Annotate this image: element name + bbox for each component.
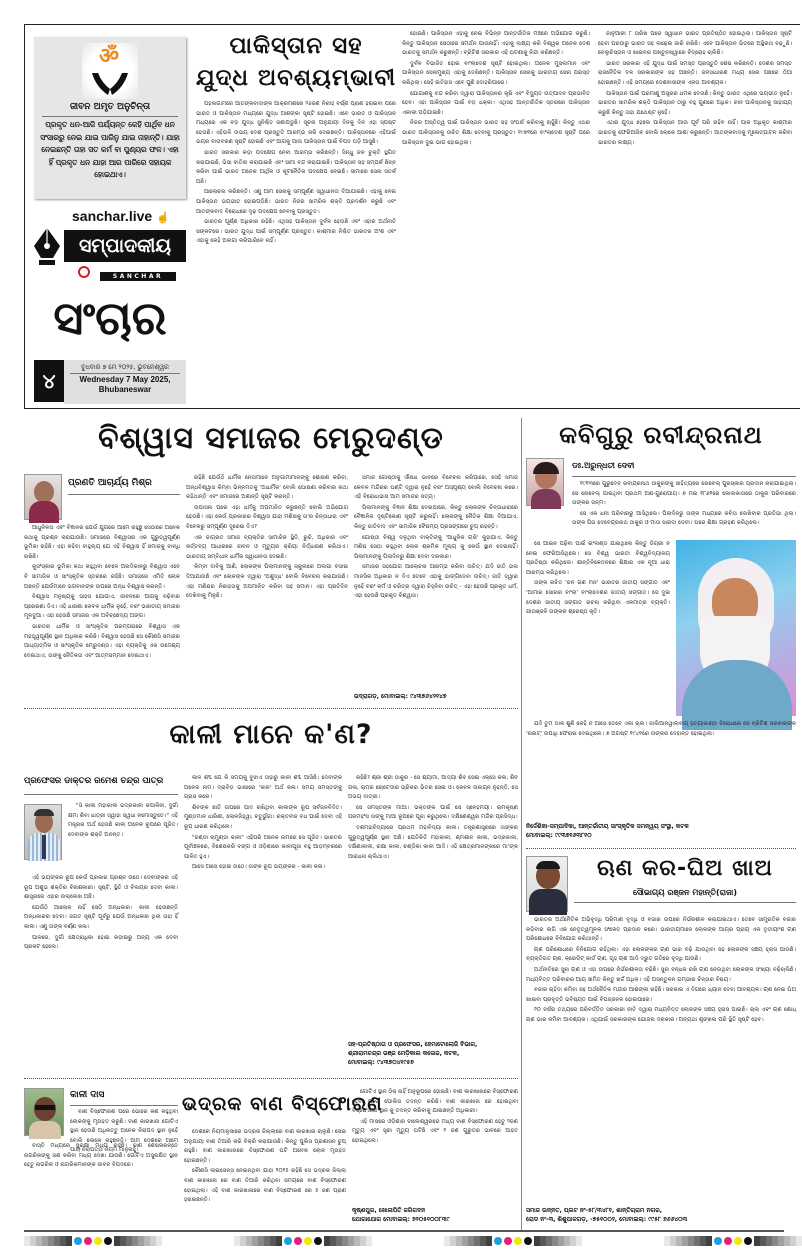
gray-scale-strip [24,1236,72,1246]
website-text[interactable]: sanchar.live [72,208,153,224]
paper-name: ସଂଚାର [53,291,167,345]
blast-para: ବାଣ ବିସ୍ଫୋରଣ ପରେ ଭୋରେ କଣ କହୁଥିବା ଲୋକଙ୍କୁ ମୃତାହତ କରୁଛି। ବାଣ କାରଖାନା ଗୋଟିଏ ସ୍ଥାନ ହେଉଛି ଅଧିକତ୍ତୁ ଅନେକ ନିରାପଦ ସ୍ଥାନ ନୁହେଁ ବୋଲି ଲୋକେ କହୁଛନ୍ତି। ଆମ ଦେଶରେ ଆମେ ପାୟ ନିରାପତ୍ତା ନିୟମ ମାନୁନାହୁଁ। [70,1109,178,1154]
blast-para: ଦେଶରେ ନିୟମାନୁସାରେ ଭଦ୍ରକ ଜିଲ୍ଲାରେ ବାଣ କାରଖାନା ଚାଲୁଛି। ସେଇ ଅନୁଯାୟୀ ବାଣ ତିଆରି କରି ବିକ୍ରି କରାଯାଉଛି। କିନ୍ତୁ ପୁଲିସ ପ୍ରଶାସନ ଚୁପ୍ ରହୁଛି। ବାଣ କାରଖାନାରେ ବିସ୍ଫୋରଣ ଘଟି ଅନେକ ଲୋକ ମୃତାହତ ହୋଇଛନ୍ତି। [184,1129,346,1164]
editorial-para: ଯୋଗାଣକୁ ବନ୍ଦ କରିବା ଦ୍ୱାରା ପାକିସ୍ତାନର କୃଷି ଏବଂ ବିଦ୍ୟୁତ ଉତ୍ପାଦନ ପ୍ରଭାବିତ ହେବ। ଏହା ପାକିସ୍ତାନ ପାଇଁ ବଡ଼ ଧକ୍କା। ଏଥିସହ ଆନ୍ତର୍ଜାତିକ ସ୍ତରରେ ପାକିସ୍ତାନ ଏକାକୀ ପଡ଼ିଯାଇଛି। [402,90,590,116]
editorial-para: ନିଜର ଅସ୍ତିତ୍ୱ ପାଇଁ ପାକିସ୍ତାନ ଭାରତ ସହ ସଂଘର୍ଷ କରିବାକୁ ଚାହୁଁଛି। କିନ୍ତୁ ଏଥର ଭାରତ ପାକିସ୍ତାନକୁ ଉଚିତ ଶିକ୍ଷା ଦେବାକୁ ପ୍ରସ୍ତୁତ। ୧୯୭୧ରେ ବାଂଲାଦେଶ ସୃଷ୍ଟି ପରେ ପାକିସ୍ତାନ ଦୁଇ ଭାଗ ହୋଇଥିଲା। [402,120,590,146]
tagore-para: ତାଙ୍କ ରଚିତ 'ଜନ ଗଣ ମନ' ଭାରତର ଜାତୀୟ ସଙ୍ଗୀତ ଏବଂ 'ଆମାର ସୋନାର ବାଂଲା' ବାଂଲାଦେଶର ଜାତୀୟ ସଙ୍ଗୀତ। ସେ ଦୁଇ ଦେଶର ଜାତୀୟ ସଙ୍ଗୀତ ରଚନା କରିଥିବା ଏକମାତ୍ର ବ୍ୟକ୍ତି। ଗୀତାଞ୍ଜଳି ତାଙ୍କର ଶ୍ରେଷ୍ଠ କୃତି। [526,580,670,616]
kali-para: "ଚଣ୍ଡୀ ଚାମୁଣ୍ଡା କାଳୀ" ଏହିପରି ଅନେକ ନାମରେ ସେ ପୂଜିତ। ଭାରତର ପୂର୍ବାଞ୍ଚଳରେ, ବିଶେଷକରି ବଙ୍ଗ ଓ ଓଡ଼ିଶାରେ କାଳୀପୂଜା ବହୁ ଆଡ଼ମ୍ବରରେ ପାଳିତ ହୁଏ। [184,834,342,860]
blast-col3 [352,1088,518,1203]
trust-para: ଏକ ଜାଗ୍ରତ ସମାଜ ବ୍ୟକ୍ତିର ସାମାଜିକ ସ୍ଥିତି, ରୁଚି, ଅଧିକାର ଏବଂ କର୍ତ୍ତବ୍ୟ ଆଧାରରେ ଜୀବନ ଓ ମୃତ୍ୟୁର କ୍ରିୟା ନିର୍ଦ୍ଧାରଣ କରିଥାଏ। ଭାରତୀୟ ସମ୍ବିଧାନ ଧାର୍ମିକ ସ୍ୱାଧୀନତା ଦେଇଛି। [186,534,348,560]
trust-col3 [354,474,518,685]
debt-author-rule [574,902,796,903]
city-en: Bhubaneswar [98,385,152,394]
black-dot [314,1237,322,1245]
tagore-signature-line1: ନିର୍ଦ୍ଦେଶିକା-ସମ୍ପାଦିକା, ଆନ୍ତର୍ଜାତୀୟ ସାଂସ୍କୃତିକ ସମନ୍ୱୟ ସଂସ୍ଥା, କଟକ [526,823,689,830]
quote-text: ପ୍ରକୃତ ଧନ-ଆଜି ପର୍ଯ୍ୟନ୍ତ କେହି ପାର୍ଥିବ ଧନ ସଂସାରରୁ ନେଇ ଯାଇ ପାରିନୁ ଯାଇ ନାହାନ୍ତି। ଯାହା ନେଇଛନ୍ତି ତାହା ସତ କର୍ମ ବା ପୁଣ୍ୟର ଫଳ। ଏହା ହିଁ ପ୍ରକୃତ ଧନ ଯାହା ଆର ପାରିରେ ସହାୟକ ହୋଇଥାଏ। [40,120,180,179]
debt-para: ଭାରତର ଅର୍ଥନୈତିକ ଅଭିବୃଦ୍ଧି ପରିମାଣ ବୃଦ୍ଧି ଓ ବଜାର ଉପରେ ନିର୍ଭରଶୀଳ କରାଯାଇଥାଏ। ତେବେ ସାମ୍ପ୍ରତିକ ବଜାର କଡ଼ିବାର ଲାଗି ଏକ ନେତୃତ୍ୱମୂଳକ ସଂକେତ ପ୍ରଦାନ କରେ। ଭାରତୀୟମାନେ ଲୋକଙ୍କ ଆୟର ପ୍ରାୟ ଏକ ତୃତୀୟାଂଶ ଋଣ ପରିଶୋଧରେ ବିନିଯୋଗ କରିଥାନ୍ତି। [526,917,796,943]
kali-author-rule [24,794,178,795]
date-divider [70,373,180,374]
debt-signature-line1: ସମାଜ ଉନ୍ନତ, ପ୍ଲଟ ନଂ-୫୮/୩୪୮୧, ଶାନ୍ତିଗ୍ରାମ ନଗର, [526,1207,663,1214]
tagore-bottom-divider [526,848,796,849]
red-dot-icon [78,266,90,278]
kali-col1 [68,802,178,870]
editorial-para: ପାକିସ୍ତାନ ପାଇଁ ପରମାଣୁ ଅସ୍ତ୍ରର ଧମକ ଦେଉଛି। କିନ୍ତୁ ଭାରତ ଏଥିରେ ଭୟଭୀତ ନୁହେଁ। ଭାରତର ସାମରିକ ଶକ୍ତି ପାକିସ୍ତାନ ଠାରୁ ବହୁ ଗୁଣରେ ଅଧିକ। ଚୀନ ପାକିସ୍ତାନକୁ ସାହାଯ୍ୟ କରୁଛି କିନ୍ତୁ ତାହା ଯଥେଷ୍ଟ ନୁହେଁ। [598,90,792,116]
blast-para: ବାସ୍ତି ମଧ୍ୟରେ ସୁରକ୍ଷା ମଧ୍ୟ ରହୁଛି। ବାଣ ଶେଷକରନ୍ତେ ନାଗରିକଙ୍କୁ ଜଣ କରିବା ମଧ୍ୟ ଦେଖା ଯାଉଛି। ଗୋଟିଏ ଅସୁରକ୍ଷିତ ସ୍ଥାନ ହେତୁ ନାଗରିକ ଓ ନାଗରିକମାନଙ୍କ ଜୀବନ ବିପଦରେ। [24,1143,178,1169]
gray-scale-strip [324,1236,372,1246]
trust-para: ସମାଜର ସହଯୋଗ ଆଲୋଚନା ଆରମ୍ଭ କରିବା ଉଚିତ୍। ଯଦି ଜାତି ଭଲ ମାନସିକ ଅଧିକାର ନ ଦିଏ ତେବେ ଏହାକୁ ଭାଙ୍ଗିଦେବା ଉଚିତ୍। ଜାତି ଦ୍ୱାରା ନୁହେଁ ବରଂ କର୍ମ ଓ ଚରିତ୍ର ଦ୍ୱାରା ଚିହ୍ନିବା ଉଚିତ୍ - ଏହା ହେଉଛି ପ୍ରକୃତ ଧର୍ମ, ଏହା ହେଉଛି ପ୍ରକୃତ ବିଶ୍ୱାସ। [354,564,518,600]
date-odia: ବୁଧବାର ୭ ମେ ୨୦୨୫, ଭୁବନେଶ୍ୱର [81,363,169,371]
editorial-para: ପହଲଗାମରେ ଆତଙ୍କବାଦୀଙ୍କ ଆକ୍ରମଣରେ ୨୬ଜଣ ନିରୀହ ବର୍ଷ୍ଣ ପ୍ରାଣ ହରାଇବା ପରେ ଭାରତ ଓ ପାକିସ୍ତାନ ମଧ୍ୟରେ ଯୁଦ୍ଧ ଆଶଙ୍କା ସୃଷ୍ଟି ହୋଇଛି। ଏବେ ଭାରତ ଓ ପାକିସ୍ତାନ ମଧ୍ୟରେ ଏକ ବଡ଼ ଯୁଦ୍ଧ ସୁନିଶ୍ଚିତ ଜଣାପଡୁଛି। ସୂଚନା ଅନୁଯାୟୀ ଦିନକୁ ଦିନ ଏହା ସ୍ପଷ୍ଟ ହେଉଛି। ଏହିଭଳି ଉଭୟ ଦେଶ ପ୍ରସ୍ତୁତି ଆରମ୍ଭ କରି ଦେଇଛନ୍ତି। ପାକିସ୍ତାନରେ ଏହିପାଇଁ ଭୟର ବାତାବରଣ ସୃଷ୍ଟି ହୋଇଛି ଏବଂ ଆଗକୁ ଆଉ ପାକିସ୍ତାନ ପାଇଁ ବିପଦ ଘଡ଼ି ଆସୁଛି। [196,101,396,146]
trust-headline: ବିଶ୍ୱାସ ସମାଜର ମେରୁଦଣ୍ଡ [98,421,444,456]
praying-hands-icon [82,69,138,99]
author-photo-ramesh [24,804,62,860]
kali-signature [348,1040,518,1068]
tagore-para: ୧୯୧୩ରେ ଗୁରୁଦେବ ରବୀନ୍ଦ୍ରନାଥ ଠାକୁରଙ୍କୁ ସାହିତ୍ୟରେ ନୋବେଲ୍ ପୁରସ୍କାର ପ୍ରଦାନ କରାଯାଇଥିଲା। ସେ ନୋବେଲ୍ ପାଇଥିବା ପ୍ରଥମ ଅଣ-ୟୁରୋପୀୟ। ୭ ମଇ ୧୮୬୧ରେ କୋଲକାତାରେ ଠାକୁର ପରିବାରରେ ତାଙ୍କର ଜନ୍ମ। [572,481,796,507]
cyan-dot [74,1237,82,1245]
debt-para: ବଜାର ଚାହିଦା କମିବା ସହ ଅର୍ଥନୈତିକ ମନ୍ଦାର ଆଶଙ୍କା ରହିଛି। ସରକାର ଏ ଦିଗରେ ଧ୍ୟାନ ଦେବା ଆବଶ୍ୟକ। ଋଣ ନେଇ ଘିଅ ଖାଇବା ପ୍ରବୃତ୍ତି ଭବିଷ୍ୟତ ପାଇଁ ବିପଜ୍ଜନକ ହୋଇପାରେ। [526,987,796,1003]
tagore-signature [526,822,796,842]
author-photo-arundhati [526,458,564,506]
registration-mark-group [444,1236,582,1246]
blast-para: ଗୋଟିଏ ସ୍ଥାନ ଠିକ୍ ନାହିଁ ଅନୁରୂପରେ ହୋଇଛି। ବାଣ କାରଖାନାରେ ବିସ୍ଫୋରଣ ହେବା ପରେ ପୋଲିସ ତଦନ୍ତ କରିଛି। ବାଣ କାରଖାନା ରେ ହୋଇଥିବା ବିସ୍ଫୋରଣ ସ୍ଥାନ କୁ ତଦନ୍ତ କରିବାକୁ ଯାଇଛନ୍ତି ଅଧିକାରୀ। [352,1089,518,1115]
website-link[interactable] [72,207,170,227]
gray-scale-strip [754,1236,802,1246]
editorial-para: ଏଥର ଯୁଦ୍ଧ ହେଲେ ପାକିସ୍ତାନ ଆଉ ପୂର୍ବ ପରି ରହିବ ନାହିଁ। ପାକ ଅଧିକୃତ କାଶ୍ମୀର ଭାରତକୁ ଫେରିଆସିବ ବୋଲି ଲୋକେ ଆଶା କରୁଛନ୍ତି। ଆତଙ୍କବାଦକୁ ମୂଳୋତ୍ପାଟନ କରିବା ଭାରତର ଲକ୍ଷ୍ୟ। [598,120,792,146]
page-number-box [34,360,64,402]
blast-para: କୌଣସି ଲାଇସେନ୍ସ ନେଇନଥିବା ଯାହା ୨୦୨୫ ରହିଛି ସେ ଭଦ୍ରକ ଜିଲ୍ଲା ବାଣ କାରଖାନା ରେ ବାଣ ତିଆରି କରିଥିବା ସମୟରେ ବାଣ ବିସ୍ଫୋରଣ ହୋଇଥିଲା। ଏହି ବାଣ କାରଖାନାରେ ବାଣ ବିସ୍ଫୋରଣ ରେ ୫ ଜଣ ପ୍ରାଣ ହରାଇଛନ୍ତି। [184,1168,346,1204]
debt-body-side [574,906,796,916]
kali-para: ଯେଉଁଠି ଆଲୋକ ନାହିଁ ସେଠି ଅନ୍ଧକାର। କାଳୀ ହେଉଛନ୍ତି ଅନ୍ଧକାରର ଦେବୀ। ଜଗତ ସୃଷ୍ଟି ପୂର୍ବରୁ ଯେଉଁ ଅନ୍ଧକାର ଥିଲା ତାହା ହିଁ କାଳୀ। ଏଣୁ ତାଙ୍କ ବର୍ଣ୍ଣ କଳା। [24,904,178,930]
kali-para: ଶିବଙ୍କ ଛାତି ଉପରେ ପାଦ ରଖିଥିବା କାଳୀଙ୍କ ରୂପ ସର୍ବଜନବିଦିତ। ମୁଣ୍ଡମାଳ ଧାରିଣୀ, ଲୋଳଜିହ୍ୱା, ଚତୁର୍ଭୁଜା। ରକ୍ତବୀଜ ବଧ ପାଇଁ ଦେବୀ ଏହି ରୂପ ଧାରଣ କରିଥିଲେ। [184,804,342,830]
tagore-para: ସେ ଏକ ଧନୀ ପରିବାରରୁ ଆସିଥିଲେ। ପିଲାଦିନରୁ ତାଙ୍କ ମଧ୍ୟରେ କବିତା ଲେଖିବାର ପ୍ରତିଭା ଥିଲା। ତାଙ୍କ ପିତା ଦେବେନ୍ଦ୍ରନାଥ ଠାକୁର ଓ ମାତା ସାରଦା ଦେବୀ। ଘରେ ଶିକ୍ଷା ଗ୍ରହଣ କରିଥିଲେ। [572,510,796,527]
debt-headline: ଋଣ କର-ଘିଅ ଖାଅ [596,856,773,881]
footer-rule [24,1230,784,1232]
date-box [64,360,186,404]
paper-name-en [100,272,176,281]
magenta-dot [84,1237,92,1245]
editorial-headline-line2: ଯୁଦ୍ଧ ଅବଶ୍ୟମ୍ଭାବୀ [196,65,397,91]
om-icon: ॐ [99,44,120,69]
cyan-dot [714,1237,722,1245]
black-dot [104,1237,112,1245]
kali-author: ପ୍ରଫେସର ଡାକ୍ତର ରମେଶ ଚନ୍ଦ୍ର ପାତ୍ର [24,776,164,786]
kali-signature-line3: ମୋବାଇଲ୍: ୯୪୩୭୦୪୧୯୫୭ [348,1059,414,1066]
cyan-dot [494,1237,502,1245]
editorial-para: ଭାରତ ସରକାର କଡ଼ା ପଦକ୍ଷେପ ନେବା ଆରମ୍ଭ କରିଛନ୍ତି। ସିନ୍ଧୁ ଜଳ ଚୁକ୍ତି ସ୍ଥଗିତ କରାଯାଇଛି, ଭିସା ବାତିଲ କରାଯାଇଛି ଏବଂ ସୀମା ବନ୍ଦ କରାଯାଇଛି। ପାକିସ୍ତାନ ସହ ସମ୍ପର୍କ ଛିନ୍ନ କରିବା ପାଇଁ ଭାରତ ଅନେକ ଆର୍ଥିକ ଓ କୂଟନୈତିକ ପଦକ୍ଷେପ ନେଇଛି। ସୀମାରେ ସେନା ସତର୍କ ଅଛି। [196,149,396,185]
blast-col2 [184,1128,346,1224]
blast-para: ଏହି ମାସରେ ଓଡ଼ିଶାର ବାଲେଶ୍ୱରରେ ମଧ୍ୟ ବାଣ ବିସ୍ଫୋରଣ ହେତୁ ୨ଜଣ ମୃତ୍ୟୁ ଏବଂ ସ୍ତ୍ରୀ ମୃତ୍ୟୁ ଘଟିଛି ଏବଂ ୨ ଜଣ ଗୁରୁତର ଭାବରେ ଆହତ ହୋଇଥିଲେ। [352,1118,518,1144]
editorial-headline [196,30,396,96]
om-hands-logo [82,43,138,99]
trust-author: ପ୍ରଣତି ଆଚାର୍ଯ୍ୟ ମିଶ୍ର [68,478,152,488]
section-label-text: ସମ୍ପାଦକୀୟ [78,235,172,257]
kali-headline: କାଳୀ ମାନେ କ'ଣ? [169,719,373,750]
trust-para: ବିଶ୍ୱାସ ମନୁଷ୍ୟକୁ ସାହସ ଯୋଗାଏ, ଜୀବନରେ ଆଗକୁ ବଢ଼ିବାର ପ୍ରେରଣା ଦିଏ। ଏହି ଧାରଣା କେବଳ ଧାର୍ମିକ ନୁହେଁ, ବରଂ ଭାରତୀୟ ସମାଜର ମୂଳଦୁଆ। ଏହା ହେଉଛି ସମାଜର ଏକ ଅବିଚ୍ଛେଦ୍ୟ ଅଙ୍ଗ। [24,594,180,620]
trust-para: ଆଧୁନିକତା ଏବଂ ବିଜ୍ଞାନର ଯେଉଁ ଯୁଗରେ ଆମେ ରହୁଛୁ ସେଠାରେ ଅନେକ କଥାକୁ ପ୍ରଶ୍ନ କରାଯାଉଛି। ସମାଜରେ ବିଶ୍ୱାସର ଏକ ଗୁରୁତ୍ୱପୂର୍ଣ୍ଣ ଭୂମିକା ରହିଛି। ଏହା କହିବା ବାହୁଲ୍ୟ ଯେ ଏହି ବିଶ୍ୱାସ ହିଁ ସମାଜକୁ ବାନ୍ଧି ରଖିଛି। [24,525,180,560]
debt-para: ୨୦ ବର୍ଷର ତଥ୍ୟରେ ପରିବର୍ତ୍ତିତ ସରକାରୀ ନୀତି ଦ୍ୱାରା ମଧ୍ୟବିତ୍ତ ଲୋକଙ୍କ ସଞ୍ଚୟ ହ୍ରାସ ପାଇଛି। ଚାଲ ଏବଂ ଋଣ ଶୋଧ୍ ଋଣ ଭାର କମିବା ଆବଶ୍ୟକ। ଏଥିପାଇଁ ସରକାରଙ୍କ ଯୋଜନା ଦରକାର। ଅନ୍ୟଥା ଶୃଙ୍ଖଳା ପରି ସ୍ଥିତି ସୃଷ୍ଟି ହେବ। [526,1007,796,1023]
yellow-dot [514,1237,522,1245]
gray-scale-strip [114,1236,162,1246]
editorial-para: ଆଲୋଚନା କରିଛନ୍ତି। ଏଣୁ ଆମ ସେନାକୁ ସମ୍ପୂର୍ଣ୍ଣ ସ୍ୱାଧୀନତା ଦିଆଯାଇଛି। ଏହାକୁ ନେଇ ପାକିସ୍ତାନ ଭୟଭୀତ ହୋଇପଡ଼ିଛି। ଭାରତ ନିଜର ସାମରିକ ଶକ୍ତି ପ୍ରଦର୍ଶନ କରୁଛି ଏବଂ ଆତଙ୍କବାଦ ବିରୋଧରେ ଦୃଢ଼ ପଦକ୍ଷେପ ନେବାକୁ ପ୍ରସ୍ତୁତ। [196,189,396,215]
debt-body [526,916,796,1202]
kali-col3 [348,774,518,1024]
page-number: ୪ [42,369,56,393]
blast-signature-line2: ଯୋଗାଯୋଗ ମୋବାଇଲ୍: ୭୨୦୫୧୦୦୮୩୯ [352,1216,450,1223]
gray-scale-strip [664,1236,712,1246]
registration-mark-group [234,1236,372,1246]
kali-para: "ଓଁ କାଳୀ ମହାକାଳୀ ଭଦ୍ରକାଳୀ କପାଳିନୀ, ଦୁର୍ଗା କ୍ଷମା ଶିବା ଧାତ୍ରୀ ସ୍ୱାହା ସ୍ୱଧା ନମୋସ୍ତୁତେ।" ଏହି ମନ୍ତ୍ରର ଅର୍ଥ ହେଉଛି କାଳୀ ଅନେକ ରୂପରେ ପୂଜିତ। ଦେବୀଙ୍କ ଶକ୍ତି ଅନନ୍ତ। [68,803,178,838]
tagore-body-left [526,540,670,716]
gray-scale-strip [234,1236,282,1246]
kali-para: ପାଳରେ, ଦୁର୍ଗା କ୍ଷେତ୍ରାଧିକା ହୋଇ କଡ଼ାଇରୁ ଅନ୍ୟ ଏକ ଦେବୀ ପ୍ରକଟ ହେଲେ। [24,934,178,951]
tagore-signature-line2: ମୋବାଇଲ୍: ୯୯୩୭୧୬୩୮୧୦ [526,832,592,839]
tagore-para: ସେ ଆଇନ ପଢ଼ିବା ପାଇଁ ଇଂଲଣ୍ଡ ଯାଇଥିଲେ କିନ୍ତୁ ଡିଗ୍ରୀ ନ ନେଇ ଫେରିଆସିଥିଲେ। ସେ ବିଶ୍ୱ ଭାରତୀ ବିଶ୍ୱବିଦ୍ୟାଳୟ ପ୍ରତିଷ୍ଠା କରିଥିଲେ। ଶାନ୍ତିନିକେତନରେ ଶିକ୍ଷାର ଏକ ନୂଆ ଧାରା ଆରମ୍ଭ କରିଥିଲେ। [526,541,670,576]
yellow-dot [94,1237,102,1245]
debt-signature [526,1206,796,1226]
trust-para: କିମ୍ବା ଦାବିକୁ ଆଣି, ଲୋକଙ୍କ ପିଲାମାନଙ୍କୁ ସ୍କୁଲରେ ଅଲଗା ବସାଇ ଦିଆଯାଉଛି ଏବଂ ଲୋକଙ୍କ ଦ୍ୱାରା 'ଅଶୁଦ୍ଧ' ବୋଲି ବିବେଚନା କରାଯାଉଛି। ଏହା ମଣିଷର ନିରୀହତାକୁ ଅପମାନିତ କରିବା ସହ ସମାନ। ଏହା ପ୍ରତିଦିନ ଦେଖିବାକୁ ମିଳୁଛି। [186,564,348,600]
trust-para: ରହିଛି ଯେଉଁଠି ଧାର୍ମିକ ନେତାମାନେ ଅନୁଗାମୀମାନଙ୍କୁ ଶୋଷଣ କରିବା, ଅନ୍ଧବିଶ୍ୱାସ କିମ୍ବା ଭିନ୍ନମତକୁ 'ଅଧାର୍ମିକ' ବୋଲି ଘୋଷଣା କରିବାର କଥା କହିଥାନ୍ତି ଏବଂ ସମାଜରେ ଅଶାନ୍ତି ସୃଷ୍ଟି କରନ୍ତି। [186,475,348,501]
kali-col2 [184,774,342,1070]
kali-para: କହିଛି? ଶ୍ରୀ ଶ୍ରୀ ଠାକୁର - ସେ ଶ୍ୟାମା, ଆଦ୍ୟା ଶିବ ସେଇ ଏକ୍ସେ କଳା, ଶିବ ଗଳା, ରାମର ଚୋଟେଦୀର ଭ୍ରିକର ଭିତର ସେଇ ଓ। କେବଳ ଉଲଗ୍ନ ନୁହନ୍ତି, ସେ ଅଭୟ ଦାତ୍ରୀ। [348,775,518,801]
cyan-dot [284,1237,292,1245]
tagore-para: ଯଦି ତୁମ ଡାକ ଶୁଣି କେହି ନ ଆସେ ତେବେ ଏକା ଚାଲ। ଜାଲିଆନୱାଲାବାଗ୍ ହତ୍ୟାକାଣ୍ଡ ବିରୋଧରେ ସେ ବ୍ରିଟିଶ ସରକାରଙ୍କ 'ନାଇଟ୍' ଉପାଧି ଫେରାଇ ଦେଇଥିଲେ। ୭ ଅଗଷ୍ଟ ୧୯୪୧ରେ ତାଙ୍କର ଦେହାନ୍ତ ହୋଇଥିଲା। [526,721,796,737]
editorial-col1 [196,100,396,402]
trust-para: କୁସଂସ୍କାର ଭୂମିକା କଥା କହୁଥିବା ବେଳେ ଅନାଦିକାଳରୁ ବିଶ୍ୱାସ ଏବେ ବି ସାମାଜିକ ଓ ସାଂସ୍କୃତିକ ସ୍ତରରେ ରହିଛି। ସମାଜରେ ଏମିତି ଲୋକ ଅଛନ୍ତି ଯେଉଁମାନେ ଭଗବାନଙ୍କ ଉପରେ ଅନ୍ଧ ବିଶ୍ୱାସ କରନ୍ତି। [24,564,180,590]
magenta-dot [724,1237,732,1245]
editorial-col3 [598,30,792,402]
paper-name-en-text: SANCHAR [112,273,164,280]
blast-author-rule [70,1105,178,1106]
registration-mark-group [24,1236,162,1246]
author-photo-pranati [24,474,62,520]
registration-mark-group [664,1236,802,1246]
editorial-para: ଭାରତ ସରକାର ଏହି ଯୁଦ୍ଧ ପାଇଁ ସମସ୍ତ ପ୍ରସ୍ତୁତି ଶେଷ କରିଛନ୍ତି। ଦେଶର ସମସ୍ତ ରାଜନୈତିକ ଦଳ ସରକାରଙ୍କ ସହ ଅଛନ୍ତି। ଜନସାଧାରଣ ମଧ୍ୟ ସେନା ପଛରେ ଠିଆ ହୋଇଛନ୍ତି। ଏହି ସମୟରେ ଦେଶବାସୀଙ୍କ ଏକତା ଆବଶ୍ୟକ। [598,60,792,86]
pointer-hand-icon: ☝ [156,212,170,224]
trust-para: ଭାରତର ଧାର୍ମିକ ଓ ସାଂସ୍କୃତିକ ପରମ୍ପରାରେ ବିଶ୍ୱାସ ଏକ ମହତ୍ତ୍ୱପୂର୍ଣ୍ଣ ସ୍ଥାନ ଅଧିକାର କରିଛି। ବିଶ୍ୱାସ ହେଉଛି ସେ କୌଣସି ସମାଜର ଆଧ୍ୟାତ୍ମିକ ଓ ସାଂସ୍କୃତିକ ମେରୁଦଣ୍ଡ। ଏହା ବ୍ୟକ୍ତିକୁ ଏକ ଉଦ୍ଦେଶ୍ୟ ଦେଇଥାଏ, ତାଙ୍କୁ ନୈତିକତା ଏବଂ ଆତ୍ମସମ୍ମାନ ଦେଇଥାଏ। [24,623,180,659]
blast-author: କାଳୀ ଦାସ [70,1090,105,1100]
quote-title: ଜୀବନ ଅମୃତ ଅନୁଚିନ୍ତା [69,102,151,112]
trust-para: ସମାଜ ଗୋଷ୍ଠୀକୁ ଔଷଧ ଭାବରେ ବିବେଚନା କରିପାରେ, ସେହି ସମାଜ କେବଳ ମନ୍ଦିରର ଘଣ୍ଟି ଦ୍ୱାରା ନୁହେଁ ବରଂ ଅସ୍ପୃଶ୍ୟ ବୋଲି ବିବେଚନା କରେ। ଏହି ବିରୋଧାଭାସ ଆମ ସମାଜର ସତ୍ୟ। [354,475,518,501]
tagore-author: ଡଃ.ଅରୁନ୍ଧତୀ ଦେବୀ [572,461,635,470]
blast-col1a [70,1108,178,1154]
gray-scale-strip [534,1236,582,1246]
blast-headline: ଭଦ୍ରକ ବାଣ ବିସ୍ଫୋରଣ [182,1093,383,1115]
tagore-body-top [572,480,796,536]
quote-divider [42,116,178,117]
debt-signature-line2: ରୋଡ ନଂ-୩, ଶିଶୁପାଳଗଡ଼, -୭୫୧୦୦୨, ମୋବାଇଲ୍: ୯୯୫୮ ୭୬୬୪୦୩ [526,1216,688,1223]
trust-para: ଉପାସନା ପରେ ଏହା ଧର୍ମକୁ ଅପମାନିତ କରୁଛନ୍ତି ବୋଲି ଅଭିଯୋଗ ହେଉଛି। ଏହା କେଉଁ ପ୍ରକାରର ବିଶ୍ୱାସ ଯାହା ମଣିଷକୁ ତା'ର ଚିନ୍ତାଧାରା ଏବଂ ବିବେକରୁ ସମ୍ପୂର୍ଣ୍ଣ ଦୂରେଇ ଦିଏ? [186,504,348,530]
tagore-body-bottom [526,720,796,818]
editorial-headline-line1: ପାକିସ୍ତାନ ସହ [229,33,363,59]
kali-signature-line1: ସହ-ପ୍ରତିଷ୍ଠାତା ଓ ପ୍ରଫେସର, ହେମାଟୋଲୋଜି ବିଭାଗ, [348,1041,478,1048]
magenta-dot [294,1237,302,1245]
print-marks [24,1236,784,1248]
column-separator [521,418,522,1230]
kali-para: ଆସେ ଆସେ ହୋଇ ଉଠେ। ତାଙ୍କ ରୂପ ଭୟଙ୍କର - କାଳୀ କଳା। [192,864,326,871]
black-dot [744,1237,752,1245]
kali-bottom-divider [24,1078,518,1079]
kali-signature-line2: ଶ୍ରୀରାମଚନ୍ଦ୍ର ଭଞ୍ଜ ମେଡ଼ିକାଲ କଲେଜ, କଟକ, [348,1050,460,1057]
editorial-para: ଭାରତର ପୂର୍ଣ୍ଣ ଅଧିକାର ରହିଛି। ଏଥିସହ ପାକିସ୍ତାନ ଦୁର୍ବଳ ହେଉଛି ଏବଂ ଏହାର ଅର୍ଥନୀତି ସଙ୍କଟରେ। ଭାରତ ଯୁଦ୍ଧ ପାଇଁ ସମ୍ପୂର୍ଣ୍ଣ ପ୍ରସ୍ତୁତ। କାଶ୍ମୀର ନିଶ୍ଚିତ ଭାରତର ଅଂଶ ଏବଂ ଏହାକୁ କେହି ଅଲଗା କରିପାରିବେ ନାହିଁ। [196,219,396,245]
gray-scale-strip [444,1236,492,1246]
tagore-headline: କବିଗୁରୁ ରବୀନ୍ଦ୍ରନାଥ [559,421,763,449]
trust-para: ପିଲାମାନଙ୍କୁ ବିଜ୍ଞାନ ଶିକ୍ଷା ଦେଇପାରେ, କିନ୍ତୁ ଲୋକଙ୍କ ଚିନ୍ତାଧାରାରେ ବୈଜ୍ଞାନିକ ଦୃଷ୍ଟିକୋଣ ସୃଷ୍ଟି କରୁନାହିଁ। ଲୋକଙ୍କୁ ନୈତିକ ଶିକ୍ଷା ଦିଆଯାଏ, କିନ୍ତୁ ଜାତିବାଦ ଏବଂ ସାମାଜିକ ବୈଷମ୍ୟ ପ୍ରସଙ୍ଗରେ ଚୁପ୍ ରହନ୍ତି। [354,504,518,530]
magenta-dot [504,1237,512,1245]
tagore-author-rule [572,476,796,477]
kali-para: ଦଶମହାବିଦ୍ୟାରେ ପ୍ରଥମ ମହାବିଦ୍ୟା କାଳୀ। ତନ୍ତ୍ରଶାସ୍ତ୍ରରେ ତାଙ୍କର ଗୁରୁତ୍ୱପୂର୍ଣ୍ଣ ସ୍ଥାନ ଅଛି। ଯେତିକିତି ମହାକାଳୀ, ଶ୍ମଶାନ କାଳୀ, ଭଦ୍ରକାଳୀ, ଦକ୍ଷିଣାକାଳୀ, ରକ୍ଷା କାଳୀ, ଚଣ୍ଡିକା କାଳୀ ଆଦି। ଏହି କ୍ଷେତ୍ରମାନଙ୍କରେ ମା'ଙ୍କ ଆରାଧନା ଚାଲିଥାଏ। [348,824,518,860]
editorial-para: ଦୁର୍ବଳ ବିଭାଜିତ ହୋଇ ବାଂଲାଦେଶ ସୃଷ୍ଟି ହୋଇଥିଲା। ଅନେକ ମୁସଲମାନ ଏବଂ ପାକିସ୍ତାନ ସେନାମୁଖ୍ୟ ଏହାକୁ ଦେଖିଛନ୍ତି। ପାକିସ୍ତାନ ସେନାକୁ ଭାରତୀୟ ସେନା ପରାସ୍ତ କରିଥିଲା। ସେହି ଇତିହାସ ଏବେ ପୁଣି ଦୋହରିପାରେ। [402,60,590,86]
trust-author-rule [68,494,180,495]
author-photo-kalidas [24,1088,64,1136]
black-dot [524,1237,532,1245]
date-en: Wednesday 7 May 2025, [79,375,171,384]
trust-col1 [24,524,180,705]
kali-para: ସେ ସମସ୍ତଙ୍କ ମାଆ। ଭକ୍ତଙ୍କ ପାଇଁ ସେ ସ୍ନେହମୟୀ। ରାମକୃଷ୍ଣ ପରମହଂସ ତାଙ୍କୁ ମାଆ ରୂପରେ ପୂଜା କରୁଥିଲେ। ଦକ୍ଷିଣେଶ୍ୱର ମନ୍ଦିର ପ୍ରସିଦ୍ଧ। [348,804,518,821]
editorial-para: ଜାନୁଆରୀ ୮ ତାରିଖ ପରେ ସ୍ୱାଧୀନ ଭାରତ ପ୍ରତିଷ୍ଠିତ ହୋଇଥିଲା। ପାକିସ୍ତାନ ସୃଷ୍ଟି ହେବା ପରଠାରୁ ଭାରତ ସହ ଲଢ଼େଇ ଜାରି ରଖିଛି। ଏବେ ପାକିସ୍ତାନ ଭିତରେ ଅସ୍ଥିରତା ବଢ଼ୁଛି। ବେଲୁଚିସ୍ତାନ ଓ ଖାଇବର ପଖତୁନଖ୍ୱାରେ ବିଦ୍ରୋହ ଚାଲିଛି। [598,31,792,57]
kali-para: ଏହି ଭୟଙ୍କର ରୂପ କେଉଁ ପ୍ରକାର ପ୍ରଶ୍ନ ଉଠେ। ଦେବୀଙ୍କର ଏହି ରୂପ ଅଶୁଭ ଶକ୍ତିର ବିନାଶକାରୀ। ସୃଷ୍ଟି, ସ୍ଥିତି ଓ ବିଲୟର ଦେବୀ କାଳୀ। ଶାସ୍ତ୍ରରେ ଏହାର ଉଲ୍ଲେଖ ଅଛି। [24,875,178,901]
editorial-col2 [402,30,590,402]
blast-signature-line1: କୃଷ୍ଣପୁର, ଖୋଳାପିତି ଜଗିଗଦନ [352,1207,426,1214]
blast-signature [352,1206,518,1226]
quote-box [34,37,186,199]
yellow-dot [734,1237,742,1245]
trust-col2 [186,474,348,704]
section-label [64,230,186,262]
kali-col1b [24,874,178,1070]
debt-author: ସୌଭାଗ୍ୟ ରଞ୍ଜନ ମହାନ୍ତି(ରାଜା) [632,888,738,897]
paper-logo [34,272,186,354]
trust-bottom-divider [24,708,518,709]
debt-para: ଋଣ ପରିଶୋଧରେ ବିନିଯୋଗ ରହିଥିଲା। ଏହା ଲୋକଙ୍କର ଋଣ ଭାର ବଢ଼ି ଯାଉଥିବା ସହ ଲୋକଙ୍କ ସଞ୍ଚୟ ହ୍ରାସ ପାଉଛି। ବ୍ୟକ୍ତିଗତ ଋଣ, କ୍ରେଡିଟ୍ କାର୍ଡ ଋଣ, ଗୃହ ଋଣ ଆଦି ଦ୍ରୁତ ଗତିରେ ବୃଦ୍ଧି ପାଉଛି। [526,946,796,963]
editorial-para: ହୋଇଛି। ପାକିସ୍ତାନ ଏହାକୁ ନେଇ ବିଭିନ୍ନ ଆନ୍ତର୍ଜାତିକ ମଞ୍ଚରେ ଅଭିଯୋଗ କରୁଛି। କିନ୍ତୁ ପାକିସ୍ତାନ ସେଠାରେ ସମର୍ଥନ ପାଉନାହିଁ। ଏହାକୁ ଲକ୍ଷ୍ୟ କରି ବିଶ୍ୱର ଅନେକ ଦେଶ ଭାରତକୁ ସମର୍ଥନ କରୁଛନ୍ତି। ବ୍ରିଟିଶ ସରକାର ଏହି ଘଟଣାକୁ ନିନ୍ଦା କରିଛନ୍ତି। [402,31,590,57]
trust-para: ଗୋଷ୍ଠୀ ବିଶ୍ୱ ଦଳୁଥିବା ବାକ୍ତିଙ୍କୁ 'ଆଧୁନିକ ଋଷି' କୁହାଯାଏ, କିନ୍ତୁ ମଣିଷ ସେଠା କହୁଥିବା ଲୋକ ଶ୍ରମିକ ମୂଲ୍ୟ କୁ କେଉଁ ସ୍ଥାନ ଦେଇନାହିଁ। ପିଲାମାନଙ୍କୁ ପିଲାଦିନରୁ ଶିକ୍ଷା ଦେବା ଦରକାର। [354,534,518,560]
kali-para: କାଳ ଶବ୍ଦ ଯେ କି ସମୟକୁ ବୁଝାଏ ତାହାରୁ କାଳୀ ଶବ୍ଦ ଆସିଛି। ଦେବୀଙ୍କ ଅନେକ ନାମ। ଦ୍ରାବିଡ଼ ଭାଷାରେ 'କାଳ' ଅର୍ଥ କଳା। ସମୟ ସମସ୍ତଙ୍କୁ ଗ୍ରାସ କରେ। [184,775,342,801]
blast-col1b [24,1142,178,1228]
author-photo-soubhagya [526,856,568,912]
debt-para: ଅର୍ଥନୀତିରେ ସୁନା ଋଣ ଓ ଏହା ଉପରେ ନିର୍ଭରଶୀଳତା ବଢ଼ିଛି। ସୁନା ବନ୍ଧକ ରଖି ଋଣ ନେଉଥିବା ଲୋକଙ୍କ ସଂଖ୍ୟା ବଢ଼ିଚାଲିଛି। ମଧ୍ୟବିତ୍ତ ପରିବାରର ଆୟ ସୀମିତ କିନ୍ତୁ ଖର୍ଚ୍ଚ ଅଧିକ। ଏହି ଅସନ୍ତୁଳନ ଗମ୍ଭୀର ଚିନ୍ତାର ବିଷୟ। [526,966,796,983]
pen-nib-icon [34,228,60,266]
yellow-dot [304,1237,312,1245]
trust-signature: ଭଦ୍ରାଗଡ଼, ମୋବାଇଲ୍: ୯୪୩୭୬୪୨୧୪୭ [354,693,447,700]
tagore-portrait [676,540,796,716]
